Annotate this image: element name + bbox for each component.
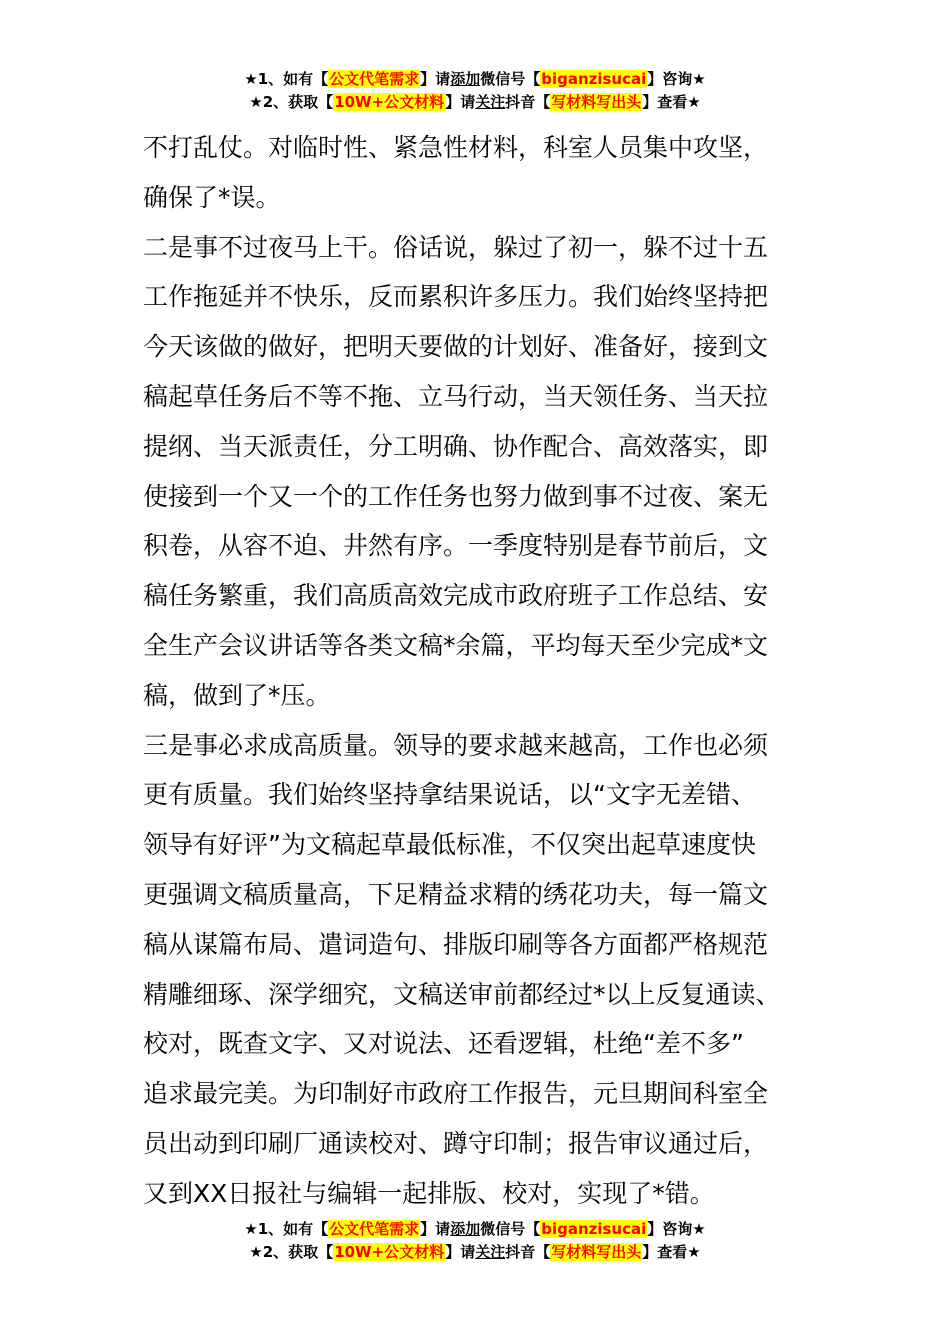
highlight-douyin-account: 写材料写出头 [551, 1243, 642, 1261]
body-line: 积卷，从容不迫、井然有序。一季度特别是春节前后，文 [143, 531, 769, 561]
body-line: 稿，做到了*压。 [143, 680, 331, 710]
banner-text: 】请 [445, 1243, 476, 1261]
body-line: 稿起草任务后不等不拖、立马行动，当天领任务、当天拉 [143, 381, 769, 411]
body-line: 领导有好评”为文稿起草最低标准，不仅突出起草速度快 [143, 830, 756, 860]
body-line: 校对，既查文字、又对说法、还看逻辑，杜绝“差不多” [143, 1029, 744, 1059]
banner-text: 抖音【 [505, 93, 551, 111]
body-line: 不打乱仗。对临时性、紧急性材料，科室人员集中攻坚， [143, 133, 769, 162]
banner-text: ★1、如有【 [244, 70, 329, 88]
banner-text: 微信号【 [480, 70, 541, 88]
body-line: 稿从谋篇布局、遣词造句、排版印刷等各方面都严格规范 [143, 929, 769, 959]
body-line: 确保了*误。 [143, 182, 281, 212]
banner-text: ★2、获取【 [249, 1243, 334, 1261]
banner-text: 】查看★ [642, 93, 701, 111]
body-line: 今天该做的做好，把明天要做的计划好、准备好，接到文 [143, 332, 769, 362]
banner-text: 微信号【 [480, 1220, 541, 1238]
banner-text: 】咨询★ [647, 70, 706, 88]
banner-line-2 [0, 1241, 950, 1264]
banner-text: 】查看★ [642, 1243, 701, 1261]
banner-line-1 [0, 1218, 950, 1241]
body-line: 提纲、当天派责任，分工明确、协作配合、高效落实，即 [143, 431, 769, 461]
banner-text: ★2、获取【 [249, 93, 334, 111]
body-line: 更强调文稿质量高，下足精益求精的绣花功夫，每一篇文 [143, 879, 769, 909]
highlight-wechat-id: biganzisucai [541, 1220, 647, 1238]
header-banner [0, 68, 950, 114]
banner-text: 】请 [420, 70, 451, 88]
body-line: 精雕细琢、深学细究，文稿送审前都经过*以上反复通读、 [143, 979, 781, 1009]
highlight-materials: 10W+公文材料 [334, 93, 445, 111]
underlined-add: 添加 [450, 1220, 481, 1238]
highlight-wechat-id: biganzisucai [541, 70, 647, 88]
highlight-materials: 10W+公文材料 [334, 1243, 445, 1261]
highlight-ghostwriting: 公文代笔需求 [329, 1220, 420, 1238]
body-line: 追求最完美。为印制好市政府工作报告，元旦期间科室全 [143, 1079, 769, 1109]
banner-text: 】请 [420, 1220, 451, 1238]
highlight-douyin-account: 写材料写出头 [551, 93, 642, 111]
highlight-ghostwriting: 公文代笔需求 [329, 70, 420, 88]
body-line: 稿任务繁重，我们高质高效完成市政府班子工作总结、安 [143, 581, 769, 611]
banner-line-2 [0, 91, 950, 114]
banner-text: 】咨询★ [647, 1220, 706, 1238]
banner-line-1 [0, 68, 950, 91]
footer-banner [0, 1218, 950, 1264]
body-line: 使接到一个又一个的工作任务也努力做到事不过夜、案无 [143, 481, 769, 511]
banner-text: 抖音【 [505, 1243, 551, 1261]
underlined-follow: 关注 [475, 93, 506, 111]
body-line: 二是事不过夜马上干。俗话说，躲过了初一，躲不过十五 [143, 232, 769, 262]
body-line: 全生产会议讲话等各类文稿*余篇，平均每天至少完成*文 [143, 630, 769, 660]
underlined-follow: 关注 [475, 1243, 506, 1261]
body-line: 三是事必求成高质量。领导的要求越来越高，工作也必须 [143, 730, 769, 760]
body-line: 工作拖延并不快乐，反而累积许多压力。我们始终坚持把 [143, 282, 769, 312]
banner-text: ★1、如有【 [244, 1220, 329, 1238]
document-body [143, 123, 815, 1219]
body-line: 又到XX日报社与编辑一起排版、校对，实现了*错。 [143, 1178, 715, 1208]
underlined-add: 添加 [450, 70, 481, 88]
body-line: 员出动到印刷厂通读校对、蹲守印制；报告审议通过后， [143, 1128, 769, 1158]
body-line: 更有质量。我们始终坚持拿结果说话，以“文字无差错、 [143, 780, 756, 810]
banner-text: 】请 [445, 93, 476, 111]
